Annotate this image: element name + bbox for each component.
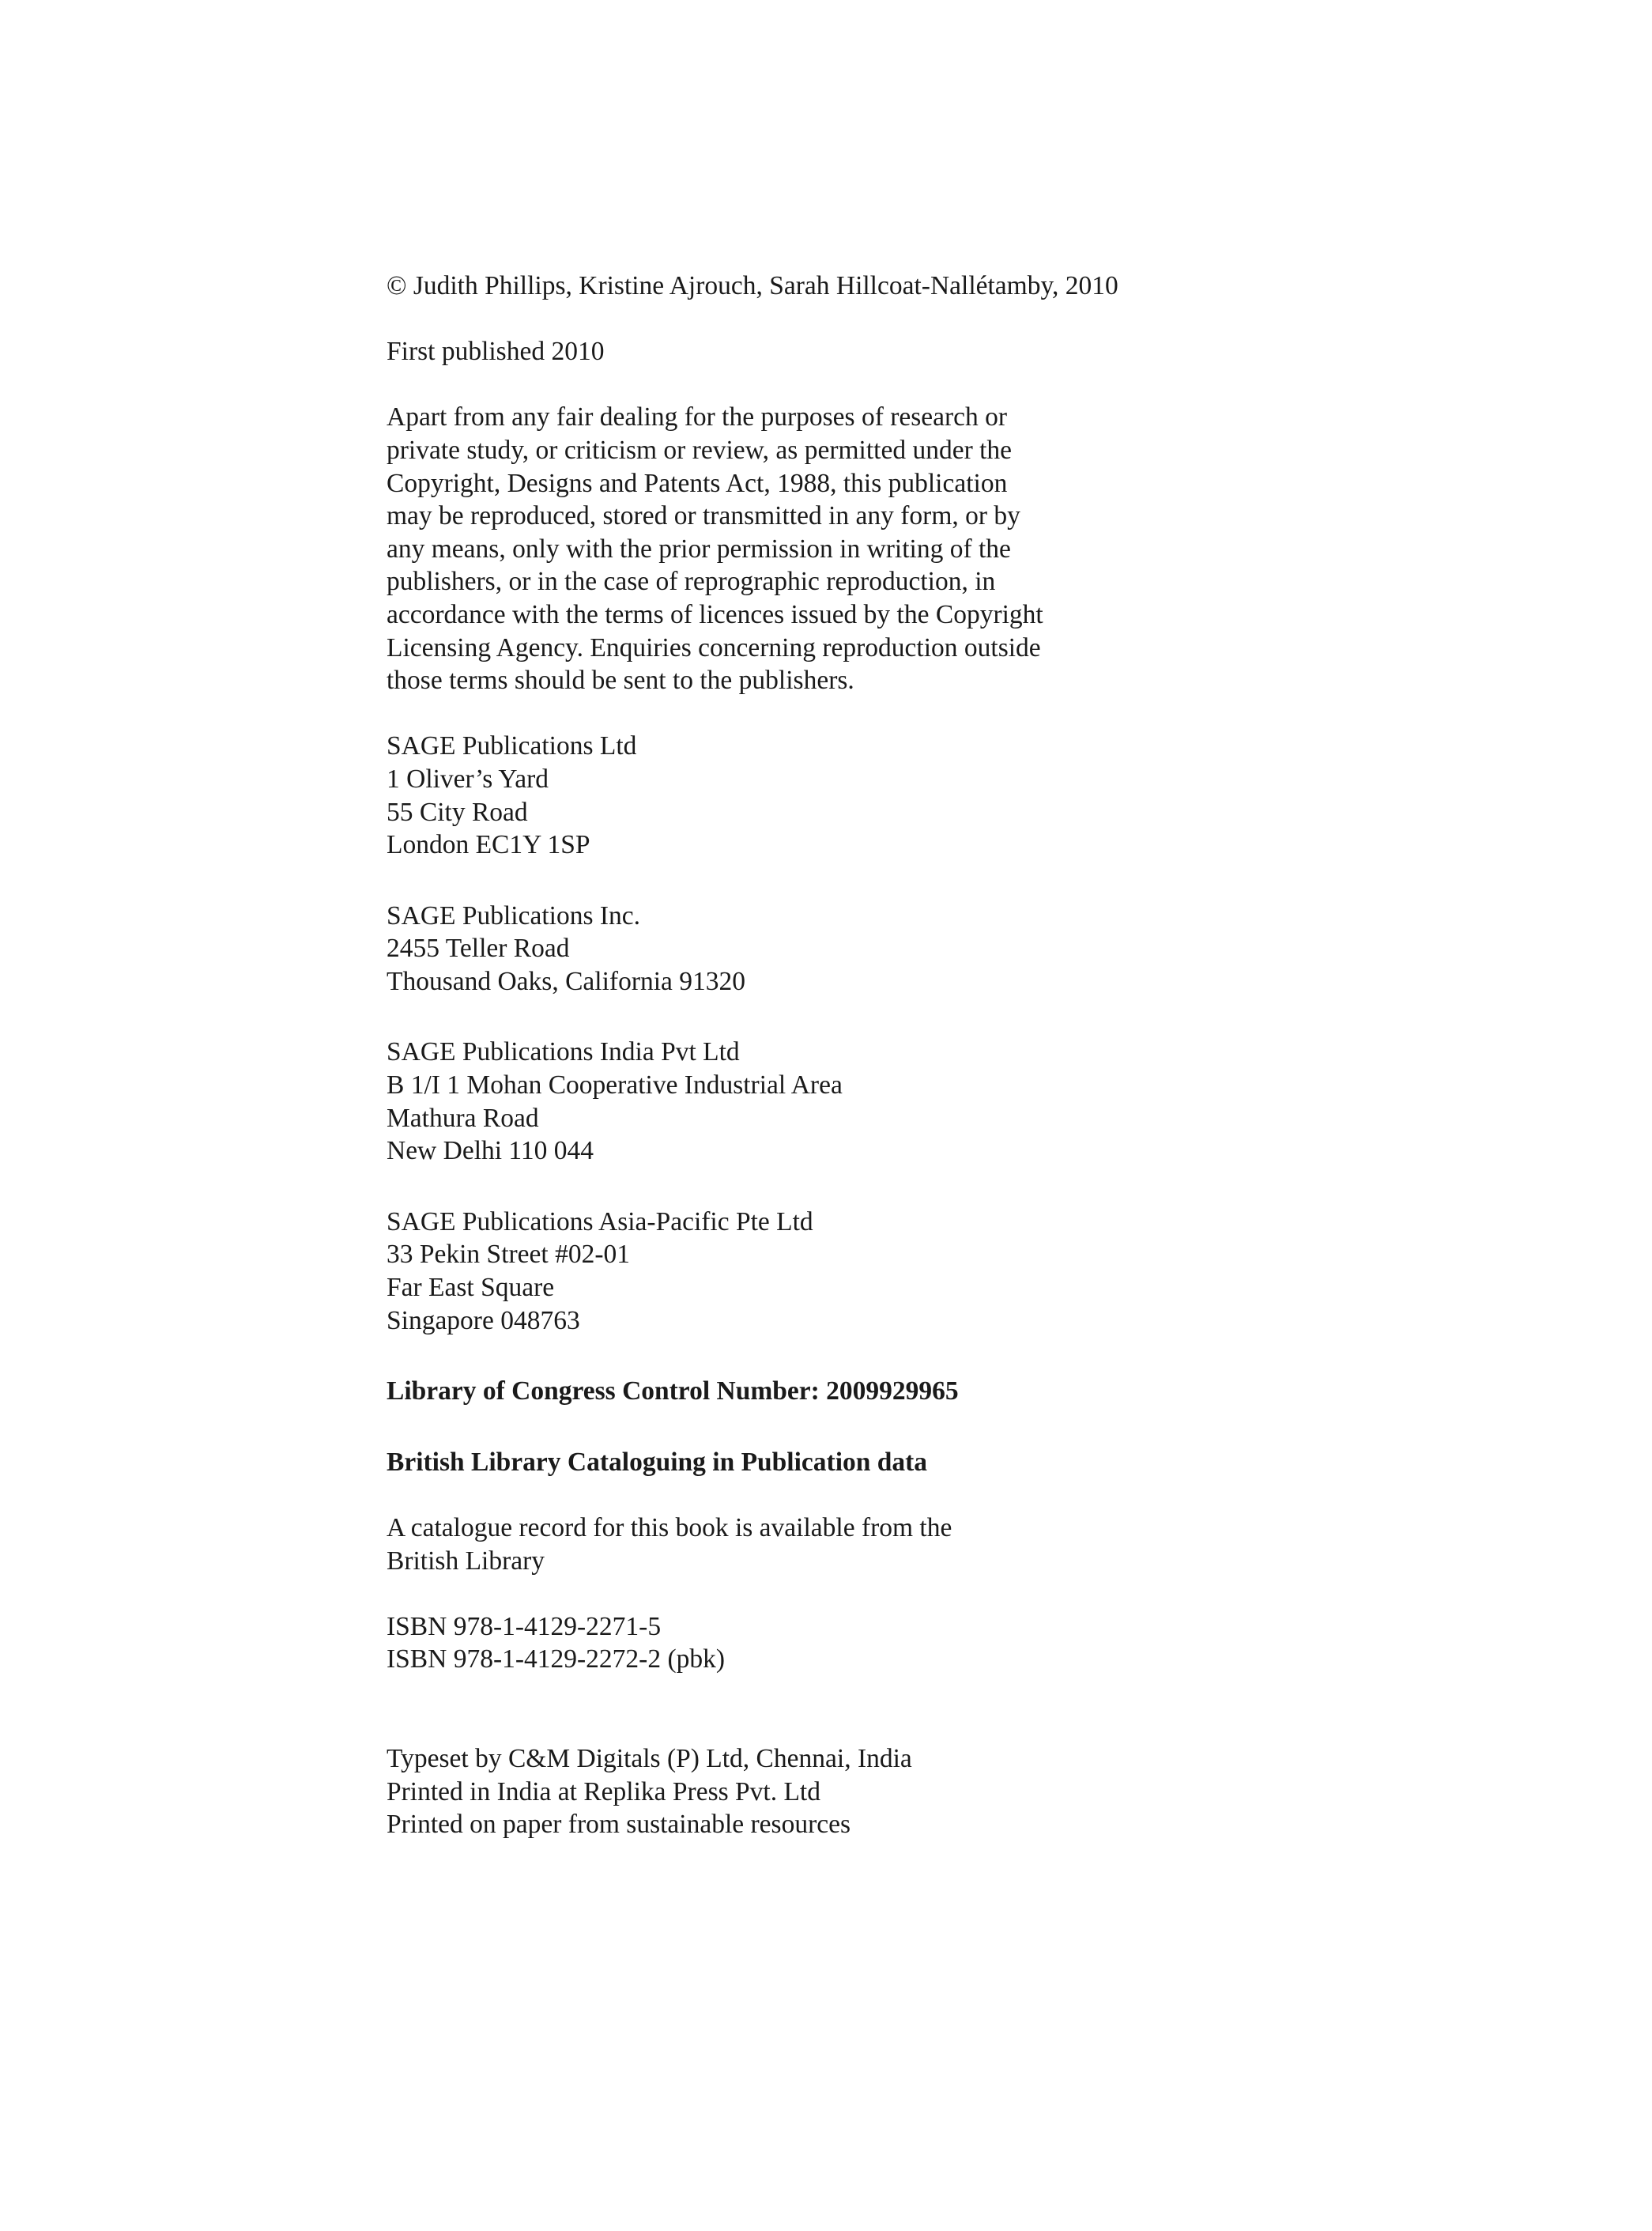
- production-line: Printed on paper from sustainable resources: [387, 1810, 851, 1840]
- copyright-line: [387, 270, 1620, 303]
- rights-paragraph: [387, 401, 1620, 696]
- rights-line: private study, or criticism or review, as permitted under the: [387, 435, 1013, 465]
- address-line: SAGE Publications India Pvt Ltd: [387, 1037, 740, 1067]
- address-line: Singapore 048763: [387, 1305, 580, 1335]
- isbn-line: ISBN 978-1-4129-2272-2 (pbk): [387, 1644, 726, 1674]
- address-line: 33 Pekin Street #02-01: [387, 1240, 630, 1270]
- copyright-text: © Judith Phillips, Kristine Ajrouch, Sarah Hillcoat-Nallétamby, 2010: [387, 271, 1118, 300]
- address-line: Thousand Oaks, California 91320: [387, 966, 746, 996]
- address-line: London EC1Y 1SP: [387, 830, 590, 860]
- page-content: [387, 270, 1620, 1841]
- address-line: 1 Oliver’s Yard: [387, 764, 549, 794]
- production-line: Printed in India at Replika Press Pvt. Ltd: [387, 1776, 820, 1806]
- loc-control-number-text: Library of Congress Control Number: 2009929965: [387, 1376, 959, 1406]
- first-published: [387, 335, 1620, 368]
- address-line: 2455 Teller Road: [387, 934, 570, 964]
- rights-line: any means, only with the prior permission in writing of the: [387, 534, 1011, 564]
- catalogue-record-line: A catalogue record for this book is available from the: [387, 1513, 952, 1542]
- address-line: SAGE Publications Asia-Pacific Pte Ltd: [387, 1206, 813, 1236]
- address-sage-asia-pacific: [387, 1206, 1620, 1337]
- address-line: B 1/I 1 Mohan Cooperative Industrial Area: [387, 1070, 843, 1100]
- address-line: Far East Square: [387, 1273, 555, 1303]
- address-line: New Delhi 110 044: [387, 1136, 594, 1166]
- rights-line: Copyright, Designs and Patents Act, 1988, this publication: [387, 468, 1008, 498]
- production-credits: [387, 1742, 1620, 1841]
- isbn-line: ISBN 978-1-4129-2271-5: [387, 1611, 662, 1641]
- rights-line: accordance with the terms of licences issued by the Copyright: [387, 599, 1043, 629]
- address-sage-inc: [387, 900, 1620, 998]
- bl-cataloguing-heading: [387, 1446, 1620, 1479]
- rights-line: those terms should be sent to the publishers.: [387, 666, 854, 696]
- address-sage-india: [387, 1036, 1620, 1167]
- rights-line: may be reproduced, stored or transmitted in any form, or by: [387, 501, 1020, 531]
- address-line: SAGE Publications Inc.: [387, 900, 641, 931]
- catalogue-record-line: British Library: [387, 1546, 545, 1576]
- first-published-text: First published 2010: [387, 337, 605, 367]
- production-line: Typeset by C&M Digitals (P) Ltd, Chennai, India: [387, 1743, 912, 1773]
- rights-line: publishers, or in the case of reprographic reproduction, in: [387, 567, 996, 597]
- address-line: 55 City Road: [387, 797, 528, 827]
- rights-line: Apart from any fair dealing for the purposes of research or: [387, 402, 1008, 432]
- isbn-block: [387, 1610, 1620, 1676]
- address-line: Mathura Road: [387, 1103, 539, 1133]
- address-sage-ltd: [387, 730, 1620, 861]
- bl-cataloguing-heading-text: British Library Cataloguing in Publication data: [387, 1447, 928, 1477]
- loc-control-number: [387, 1375, 1620, 1408]
- address-line: SAGE Publications Ltd: [387, 731, 637, 761]
- catalogue-record: [387, 1512, 1620, 1577]
- rights-line: Licensing Agency. Enquiries concerning reproduction outside: [387, 632, 1041, 663]
